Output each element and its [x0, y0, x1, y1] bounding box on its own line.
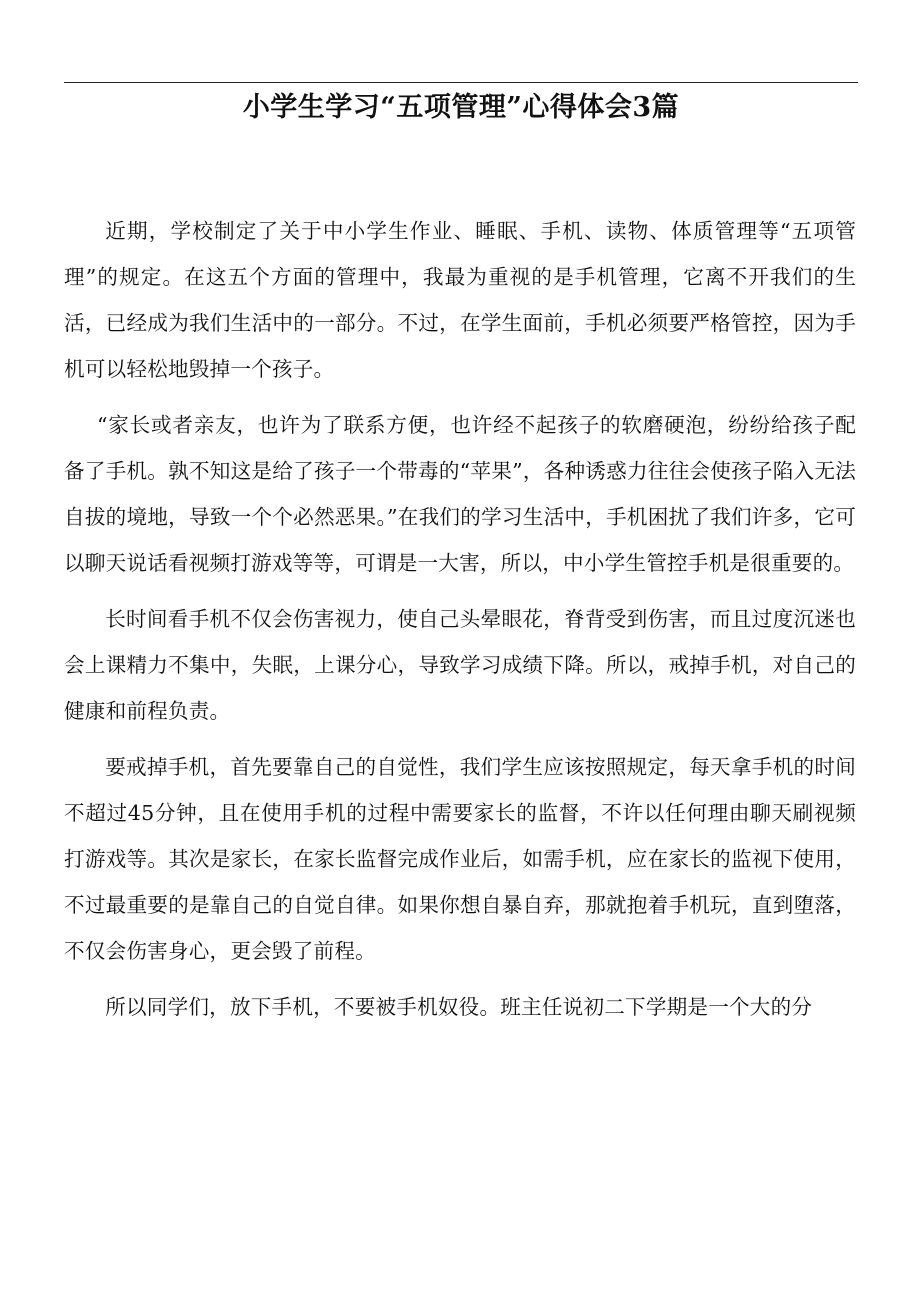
header-rule: [64, 82, 858, 83]
paragraph-1: 近期，学校制定了关于中小学生作业、睡眠、手机、读物、体质管理等“五项管理”的规定。在这五个方面的管理中，我最为重视的是手机管理，它离不开我们的生活，已经成为我们生活中的一部分。不过，在学生面前，手机必须要严格管控，因为手机可以轻松地毁掉一个孩子。: [64, 219, 856, 381]
paragraph-3: 长时间看手机不仅会伤害视力，使自己头晕眼花，脊背受到伤害，而且过度沉迷也会上课精力不集中，失眠，上课分心，导致学习成绩下降。所以，戒掉手机，对自己的健康和前程负责。: [64, 607, 856, 723]
paragraph-2: “家长或者亲友，也许为了联系方便，也许经不起孩子的软磨硬泡，纷纷给孩子配备了手机。孰不知这是给了孩子一个带毒的“苹果”，各种诱惑力往往会使孩子陷入无法自拔的境地，导致一个个必然恶果。”在我们的学习生活中，手机困扰了我们许多，它可以聊天说话看视频打游戏等等，可谓是一大害，所以，中小学生管控手机是很重要的。: [64, 413, 856, 575]
paragraph-4: 要戒掉手机，首先要靠自己的自觉性，我们学生应该按照规定，每天拿手机的时间不超过45分钟，且在使用手机的过程中需要家长的监督，不许以任何理由聊天刷视频打游戏等。其次是家长，在家长监督完成作业后，如需手机，应在家长的监视下使用，不过最重要的是靠自己的自觉自律。如果你想自暴自弃，那就抱着手机玩，直到堕落，不仅会伤害身心，更会毁了前程。: [64, 755, 856, 963]
document-title: 小学生学习“五项管理”心得体会3篇: [242, 92, 680, 123]
paragraph-5: 所以同学们，放下手机，不要被手机奴役。班主任说初二下学期是一个大的分: [105, 995, 813, 1019]
document-body: [64, 208, 856, 1040]
